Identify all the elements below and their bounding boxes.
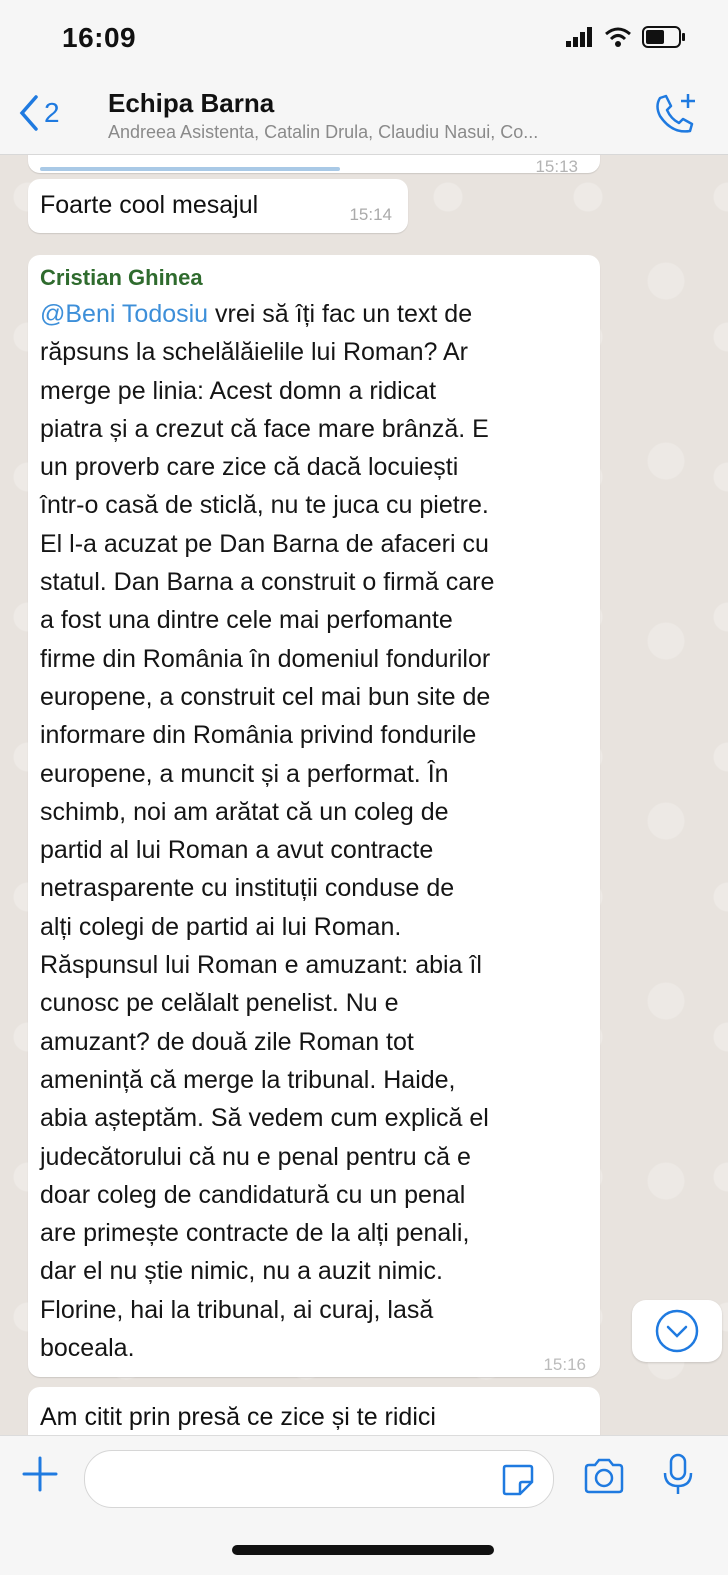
message-text: [40, 295, 588, 1367]
status-icons: [566, 26, 686, 48]
sender-name[interactable]: Cristian Ghinea: [40, 265, 203, 290]
chat-header: [0, 78, 728, 155]
sticker-button[interactable]: [500, 1462, 536, 1503]
status-bar: [0, 0, 728, 78]
message-text: Am citit prin presă ce zice și te ridici: [40, 1403, 436, 1431]
message-bubble[interactable]: [28, 1387, 600, 1435]
chevron-left-icon: [18, 94, 40, 132]
message-time: 15:13: [535, 157, 578, 176]
sticker-icon: [500, 1462, 536, 1498]
camera-button[interactable]: [582, 1456, 626, 1501]
message-time: 15:14: [349, 205, 392, 224]
signal-icon: [566, 27, 594, 47]
chevron-down-circle-icon: [654, 1308, 700, 1354]
message-bubble-previous[interactable]: [28, 155, 600, 176]
message-bubble[interactable]: [28, 179, 408, 233]
chat-title[interactable]: Echipa Barna: [108, 88, 275, 118]
mention-link[interactable]: @Beni Todosiu: [40, 300, 209, 328]
unread-count: 2: [44, 97, 60, 128]
attach-button[interactable]: [20, 1454, 60, 1499]
microphone-icon: [660, 1452, 696, 1498]
back-button[interactable]: [18, 94, 60, 132]
chat-area[interactable]: [0, 155, 728, 1435]
add-call-icon: [652, 92, 698, 136]
camera-icon: [582, 1456, 626, 1496]
participants-list[interactable]: Andreea Asistenta, Catalin Drula, Claudiu Nasui, Co...: [108, 122, 539, 142]
wifi-icon: [604, 27, 632, 47]
message-composer: [0, 1435, 728, 1575]
plus-icon: [20, 1454, 60, 1494]
message-body: vrei să îți fac un text de răpsuns la schelălăielile lui Roman? Ar merge pe linia: Acest domn a ridicat piatra și a crezut că face mare brânză. E un proverb care zice că dacă locuiești într-o casă de sticlă, nu te juca cu pietre. El l-a acuzat pe Dan Barna de afaceri cu statul. Dan Barna a construit o firmă care a fost una dintre cele mai perfomante firme din România în domeniul fondurilor europene, a construit cel mai bun site de informare din România privind fondurile europene, a muncit și a performat. În schimb, noi am arătat că un coleg de partid al lui Roman a avut contracte netrasparente cu instituții conduse de alți colegi de partid ai lui Roman. Răspunsul lui Roman e amuzant: abia îl cunosc pe celălalt penelist. Nu e amuzant? de două zile Roman tot amenință că merge la tribunal. Haide, abia așteptăm. Să vedem cum explică el judecătorului că nu e penal pentru că e doar coleg de candidatură cu un penal are primește contracte de la alți penali, dar el nu știe nimic, nu a auzit nimic. Florine, hai la tribunal, ai curaj, lasă boceala.: [40, 300, 495, 1363]
voice-message-button[interactable]: [660, 1452, 696, 1503]
message-time: 15:16: [543, 1355, 586, 1374]
link-preview-bar: [40, 167, 340, 171]
message-text: Foarte cool mesajul: [40, 191, 259, 219]
message-input[interactable]: [84, 1450, 554, 1508]
battery-icon: [642, 26, 686, 48]
home-indicator: [232, 1545, 494, 1555]
add-call-button[interactable]: [652, 92, 698, 141]
message-bubble[interactable]: [28, 255, 600, 1377]
status-time: 16:09: [62, 22, 137, 53]
scroll-to-bottom-button[interactable]: [632, 1300, 722, 1362]
